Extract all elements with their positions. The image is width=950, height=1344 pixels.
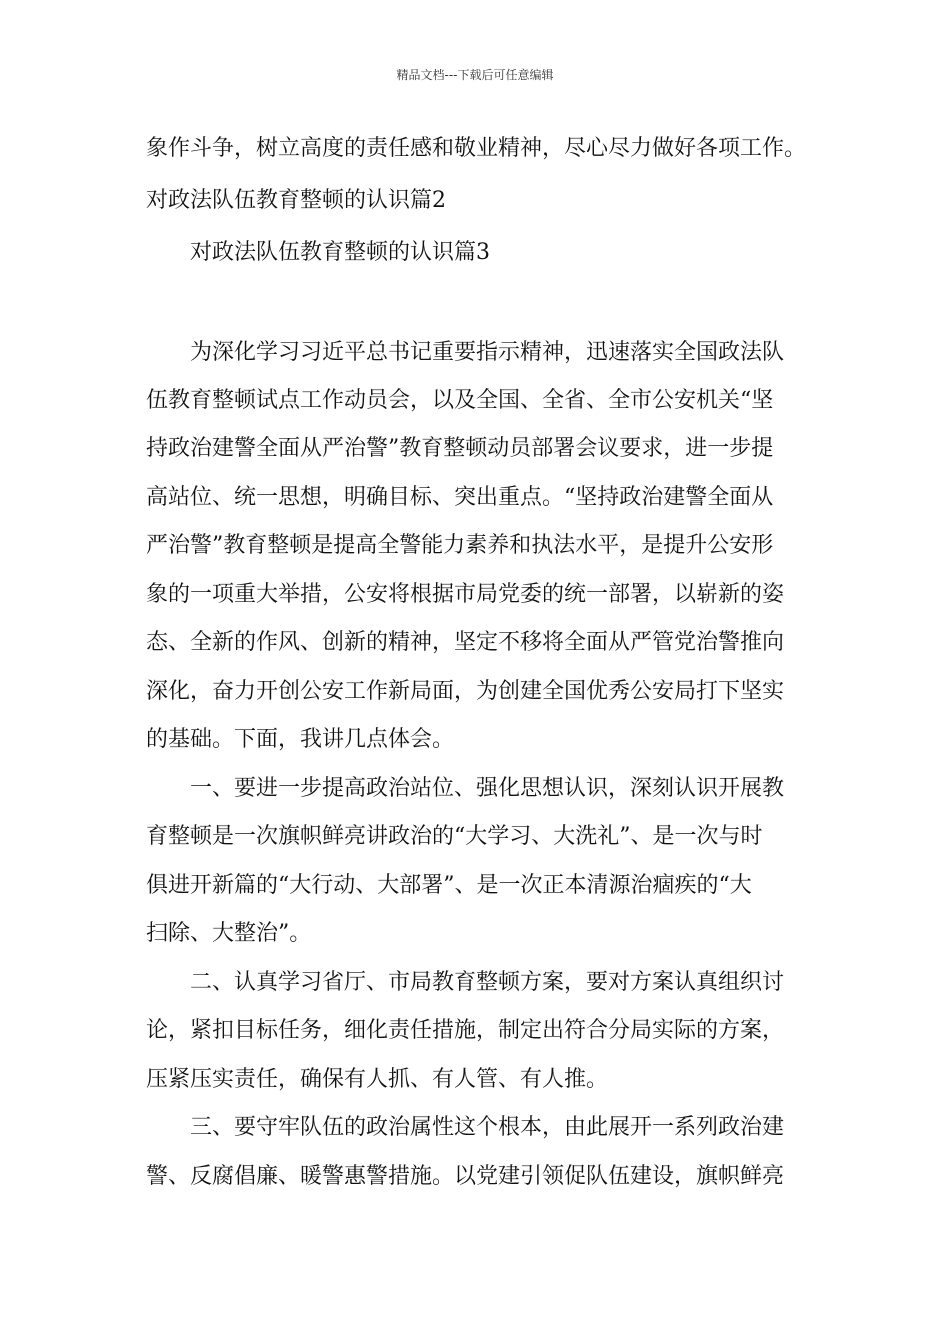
paragraph-line: 严治警”教育整顿是提高全警能力素养和执法水平，是提升公安形 — [146, 533, 774, 558]
paragraph-line: 三、要守牢队伍的政治属性这个根本，由此展开一系列政治建 — [190, 1115, 785, 1140]
paragraph-line: 二、认真学习省厅、市局教育整顿方案，要对方案认真组织讨 — [190, 970, 785, 995]
paragraph-line: 俱进开新篇的“大行动、大部署”、是一次正本清源治痼疾的“大 — [146, 873, 752, 898]
paragraph-line: 扫除、大整治”。 — [146, 921, 312, 946]
paragraph-line: 伍教育整顿试点工作动员会，以及全国、全省、全市公安机关“坚 — [146, 388, 774, 413]
paragraph-line: 压紧压实责任，确保有人抓、有人管、有人推。 — [146, 1067, 609, 1092]
text-line: 象作斗争，树立高度的责任感和敬业精神，尽心尽力做好各项工作。 — [146, 136, 807, 161]
paragraph-line: 育整顿是一次旗帜鲜亮讲政治的“大学习、大洗礼”、是一次与时 — [146, 824, 763, 849]
section-heading: 对政法队伍教育整顿的认识篇2 — [146, 188, 446, 213]
paragraph-line: 一、要进一步提高政治站位、强化思想认识，深刻认识开展教 — [190, 776, 785, 801]
paragraph-line: 持政治建警全面从严治警”教育整顿动员部署会议要求，进一步提 — [146, 436, 774, 461]
section-heading: 对政法队伍教育整顿的认识篇3 — [190, 240, 490, 265]
page-header: 精品文档---下载后可任意编辑 — [396, 68, 554, 82]
paragraph-line: 深化，奋力开创公安工作新局面，为创建全国优秀公安局打下坚实 — [146, 679, 785, 704]
paragraph-line: 的基础。下面，我讲几点体会。 — [146, 727, 455, 752]
paragraph-line: 警、反腐倡廉、暖警惠警措施。以党建引领促队伍建设，旗帜鲜亮 — [146, 1164, 785, 1189]
paragraph-line: 论，紧扣目标任务，细化责任措施，制定出符合分局实际的方案， — [146, 1018, 785, 1043]
paragraph-line: 态、全新的作风、创新的精神，坚定不移将全面从严管党治警推向 — [146, 630, 785, 655]
paragraph-line: 为深化学习习近平总书记重要指示精神，迅速落实全国政法队 — [190, 340, 785, 365]
paragraph-line: 象的一项重大举措，公安将根据市局党委的统一部署，以崭新的姿 — [146, 582, 785, 607]
paragraph-line: 高站位、统一思想，明确目标、突出重点。“坚持政治建警全面从 — [146, 485, 774, 510]
